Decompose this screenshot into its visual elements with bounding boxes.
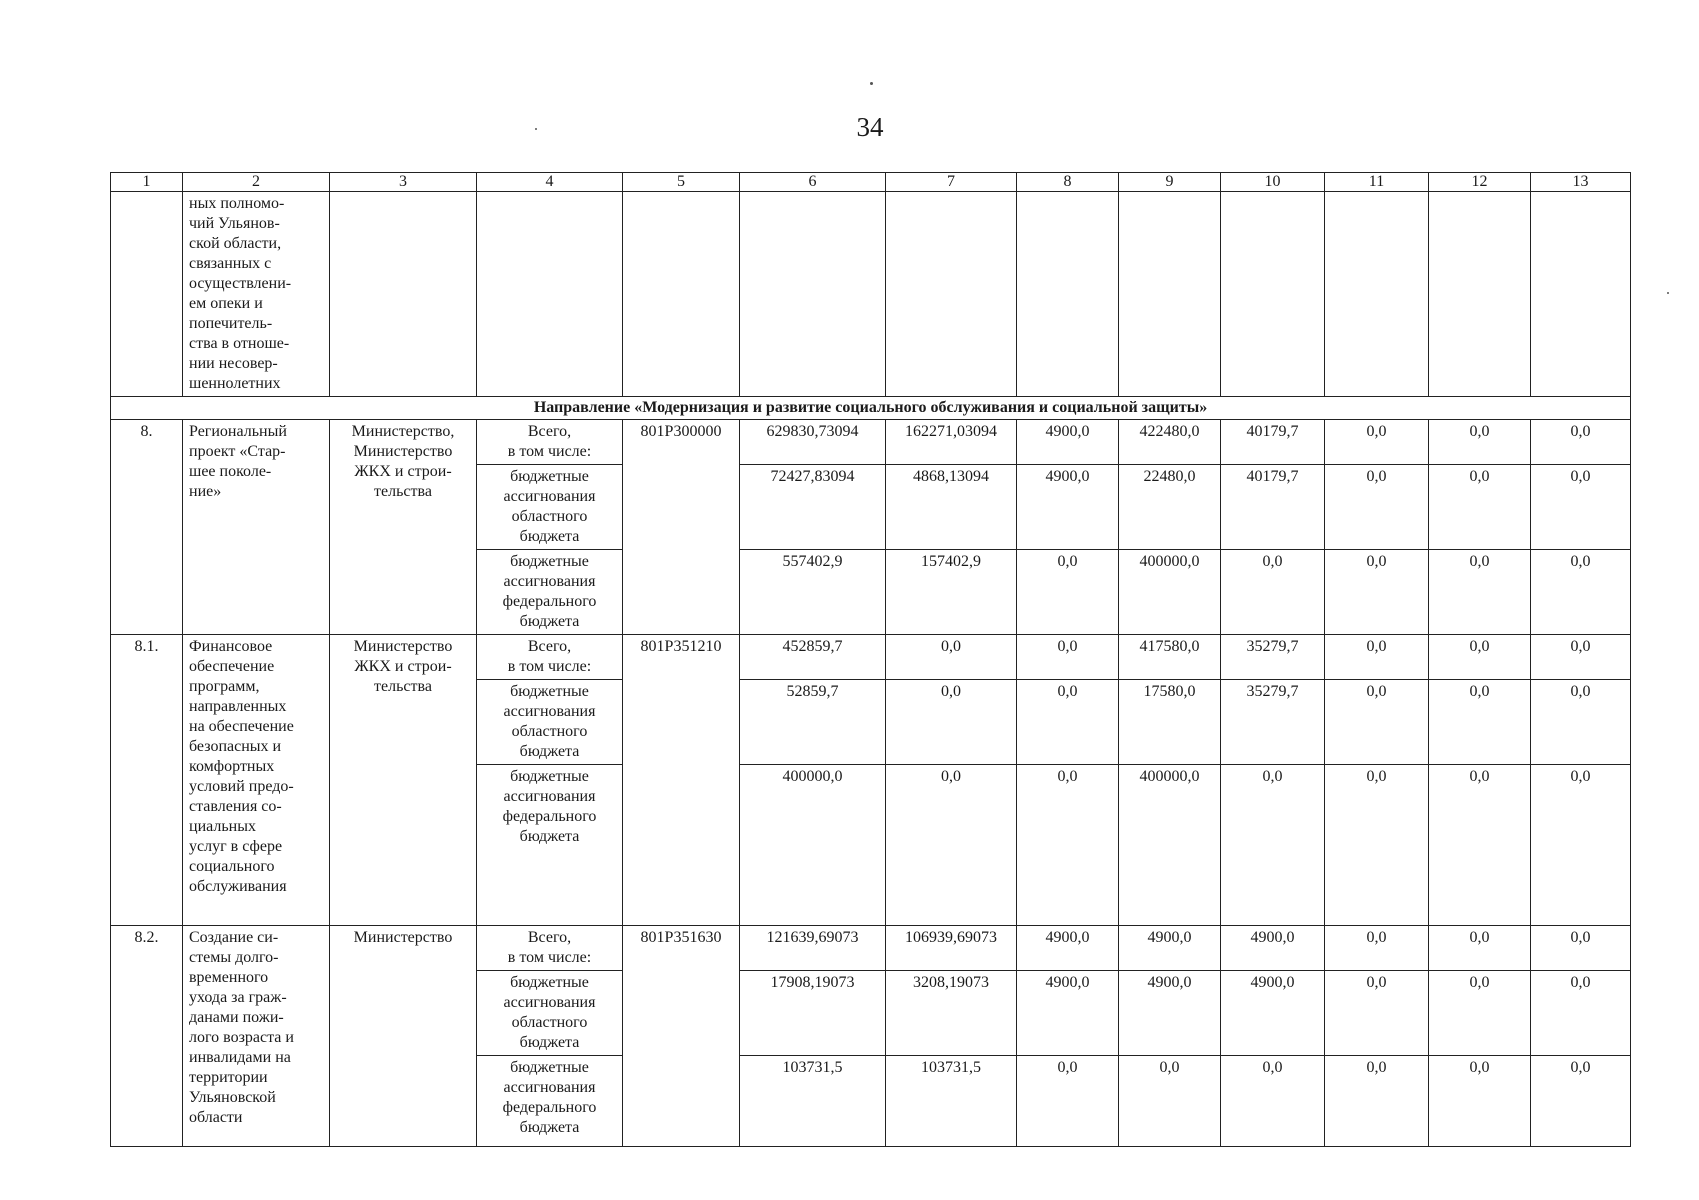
budget-code: 801Р351630 (623, 926, 740, 1147)
row-number: 8. (111, 420, 183, 635)
amount-cell: 72427,83094 (740, 465, 886, 550)
row-name (183, 926, 330, 1147)
amount-cell: 17580,0 (1119, 680, 1221, 765)
amount-cell: 40179,7 (1221, 465, 1325, 550)
empty-cell (1531, 192, 1631, 397)
text-line: ухода за граж- (189, 989, 287, 1006)
amount-cell: 0,0 (1531, 926, 1631, 971)
column-number-cell: 4 (477, 173, 623, 192)
text-line: федерального (502, 808, 597, 825)
amount-cell: 35279,7 (1221, 680, 1325, 765)
amount-cell: 400000,0 (1119, 550, 1221, 635)
amount-cell: 557402,9 (740, 550, 886, 635)
text-line: бюджетные (510, 768, 589, 785)
text-line: ассигнования (503, 488, 596, 505)
column-number-cell: 7 (886, 173, 1017, 192)
text-line: ства в отноше- (189, 335, 290, 352)
amount-cell: 0,0 (1429, 680, 1531, 765)
empty-cell (1017, 192, 1119, 397)
text-line: социального (189, 858, 275, 875)
empty-cell (740, 192, 886, 397)
amount-cell: 4900,0 (1119, 926, 1221, 971)
text-line: обеспечение (189, 658, 275, 675)
text-line: территории (189, 1069, 268, 1086)
amount-cell: 17908,19073 (740, 971, 886, 1056)
amount-cell: 0,0 (1429, 465, 1531, 550)
amount-cell: 0,0 (886, 765, 1017, 926)
empty-cell (111, 192, 183, 397)
text-line: данами пожи- (189, 1009, 284, 1026)
text-line: ЖКХ и строи- (354, 463, 452, 480)
text-line: ской области, (189, 235, 282, 252)
empty-cell (1325, 192, 1429, 397)
text-line: условий предо- (189, 778, 294, 795)
text-line: в том числе: (507, 443, 592, 460)
text-line: ассигнования (503, 703, 596, 720)
text-line: ассигнования (503, 788, 596, 805)
column-number-cell: 2 (183, 173, 330, 192)
amount-cell: 0,0 (1429, 926, 1531, 971)
amount-cell: 0,0 (1531, 971, 1631, 1056)
amount-cell: 0,0 (1017, 765, 1119, 926)
amount-cell: 0,0 (1429, 635, 1531, 680)
amount-cell: 0,0 (1531, 465, 1631, 550)
text-line: в том числе: (507, 658, 592, 675)
text-line: в том числе: (507, 949, 592, 966)
amount-cell: 0,0 (1325, 971, 1429, 1056)
continuation-name-cell (183, 192, 330, 397)
budget-code: 801Р300000 (623, 420, 740, 635)
row-executor (330, 420, 477, 635)
text-line: ЖКХ и строи- (354, 658, 452, 675)
text-line: ассигнования (503, 1079, 596, 1096)
funding-source-label (477, 926, 623, 971)
amount-cell: 106939,69073 (886, 926, 1017, 971)
amount-cell: 4900,0 (1017, 971, 1119, 1056)
funding-source-label (477, 420, 623, 465)
text-line: инвалидами на (189, 1049, 291, 1066)
text-line: услуг в сфере (189, 838, 283, 855)
text-line: области (189, 1109, 243, 1126)
text-line: бюджета (519, 528, 580, 545)
page-number: 34 (856, 112, 884, 142)
amount-cell: 0,0 (1017, 550, 1119, 635)
text-line: Создание си- (189, 929, 279, 946)
funding-source-label (477, 465, 623, 550)
amount-cell: 0,0 (1531, 550, 1631, 635)
amount-cell: 0,0 (1017, 1056, 1119, 1147)
amount-cell: 0,0 (1325, 680, 1429, 765)
text-line: попечитель- (189, 315, 273, 332)
text-line: Министерство (353, 443, 453, 460)
amount-cell: 400000,0 (1119, 765, 1221, 926)
text-line: ных полномо- (189, 195, 285, 212)
amount-cell: 0,0 (1429, 1056, 1531, 1147)
amount-cell: 4900,0 (1119, 971, 1221, 1056)
scan-speck (1667, 292, 1669, 294)
text-line: областного (511, 508, 588, 525)
amount-cell: 4900,0 (1221, 926, 1325, 971)
empty-cell (1221, 192, 1325, 397)
text-line: бюджетные (510, 1059, 589, 1076)
amount-cell: 0,0 (1221, 765, 1325, 926)
amount-cell: 0,0 (1429, 765, 1531, 926)
amount-cell: 0,0 (1221, 1056, 1325, 1147)
row-number: 8.1. (111, 635, 183, 926)
text-line: Министерство, (351, 423, 455, 440)
amount-cell: 4900,0 (1221, 971, 1325, 1056)
section-title: Направление «Модернизация и развитие социального обслуживания и социальной защиты» (111, 397, 1631, 420)
column-number-cell: 12 (1429, 173, 1531, 192)
budget-code: 801Р351210 (623, 635, 740, 926)
amount-cell: 417580,0 (1119, 635, 1221, 680)
funding-source-label (477, 971, 623, 1056)
amount-cell: 0,0 (1531, 680, 1631, 765)
amount-cell: 0,0 (1325, 635, 1429, 680)
amount-cell: 0,0 (1531, 635, 1631, 680)
text-line: Финансовое (189, 638, 273, 655)
amount-cell: 0,0 (1429, 971, 1531, 1056)
amount-cell: 3208,19073 (886, 971, 1017, 1056)
amount-cell: 52859,7 (740, 680, 886, 765)
amount-cell: 103731,5 (886, 1056, 1017, 1147)
amount-cell: 0,0 (1429, 420, 1531, 465)
funding-source-label (477, 635, 623, 680)
amount-cell: 0,0 (1017, 635, 1119, 680)
text-line: безопасных и (189, 738, 282, 755)
text-line: направленных (189, 698, 287, 715)
text-line: тельства (374, 483, 432, 500)
empty-cell (886, 192, 1017, 397)
amount-cell: 4868,13094 (886, 465, 1017, 550)
amount-cell: 35279,7 (1221, 635, 1325, 680)
text-line: Министерство (353, 929, 453, 946)
section-row (111, 397, 1631, 420)
row-number: 8.2. (111, 926, 183, 1147)
text-line: ние» (189, 483, 222, 500)
amount-cell: 22480,0 (1119, 465, 1221, 550)
amount-cell: 0,0 (1325, 550, 1429, 635)
column-number-cell: 9 (1119, 173, 1221, 192)
text-line: Региональный (189, 423, 287, 440)
empty-cell (477, 192, 623, 397)
amount-cell: 4900,0 (1017, 926, 1119, 971)
scan-speck (870, 82, 873, 85)
text-line: бюджета (519, 743, 580, 760)
text-line: бюджетные (510, 468, 589, 485)
text-line: нии несовер- (189, 355, 278, 372)
text-line: обслуживания (189, 878, 287, 895)
amount-cell: 0,0 (1325, 420, 1429, 465)
continuation-row (111, 192, 1631, 397)
table-row (111, 926, 1631, 971)
text-line: бюджетные (510, 553, 589, 570)
text-line: бюджетные (510, 683, 589, 700)
amount-cell: 0,0 (1017, 680, 1119, 765)
column-number-cell: 6 (740, 173, 886, 192)
text-line: ставления со- (189, 798, 282, 815)
amount-cell: 4900,0 (1017, 420, 1119, 465)
text-line: областного (511, 1014, 588, 1031)
text-line: бюджета (519, 613, 580, 630)
budget-table (110, 172, 1631, 1147)
text-line: комфортных (189, 758, 275, 775)
amount-cell: 0,0 (1325, 926, 1429, 971)
text-line: Всего, (527, 638, 572, 655)
empty-cell (1119, 192, 1221, 397)
text-line: шеннолетних (189, 375, 281, 392)
amount-cell: 40179,7 (1221, 420, 1325, 465)
funding-source-label (477, 765, 623, 926)
amount-cell: 422480,0 (1119, 420, 1221, 465)
text-line: временного (189, 969, 269, 986)
row-executor (330, 635, 477, 926)
table-row (111, 420, 1631, 465)
funding-source-label (477, 680, 623, 765)
amount-cell: 0,0 (1531, 765, 1631, 926)
amount-cell: 4900,0 (1017, 465, 1119, 550)
amount-cell: 157402,9 (886, 550, 1017, 635)
text-line: Всего, (527, 929, 572, 946)
text-line: проект «Стар- (189, 443, 286, 460)
text-line: ассигнования (503, 994, 596, 1011)
text-line: бюджета (519, 1034, 580, 1051)
amount-cell: 0,0 (886, 635, 1017, 680)
text-line: областного (511, 723, 588, 740)
amount-cell: 400000,0 (740, 765, 886, 926)
row-name (183, 420, 330, 635)
scan-speck (535, 128, 537, 130)
text-line: бюджетные (510, 974, 589, 991)
amount-cell: 0,0 (1531, 1056, 1631, 1147)
column-number-cell: 8 (1017, 173, 1119, 192)
column-number-cell: 13 (1531, 173, 1631, 192)
empty-cell (623, 192, 740, 397)
text-line: тельства (374, 678, 432, 695)
text-line: чий Ульянов- (189, 215, 280, 232)
amount-cell: 0,0 (886, 680, 1017, 765)
amount-cell: 0,0 (1325, 1056, 1429, 1147)
text-line: бюджета (519, 828, 580, 845)
text-line: Ульяновской (189, 1089, 276, 1106)
amount-cell: 629830,73094 (740, 420, 886, 465)
text-line: программ, (189, 678, 260, 695)
column-number-cell: 11 (1325, 173, 1429, 192)
text-line: связанных с (189, 255, 272, 272)
amount-cell: 0,0 (1325, 465, 1429, 550)
row-executor (330, 926, 477, 1147)
text-line: бюджета (519, 1119, 580, 1136)
funding-source-label (477, 550, 623, 635)
column-number-cell: 1 (111, 173, 183, 192)
text-line: лого возраста и (189, 1029, 294, 1046)
text-line: Всего, (527, 423, 572, 440)
table-row (111, 635, 1631, 680)
text-line: стемы долго- (189, 949, 279, 966)
text-line: Министерство (353, 638, 453, 655)
text-line: шее поколе- (189, 463, 272, 480)
amount-cell: 0,0 (1221, 550, 1325, 635)
column-number-cell: 10 (1221, 173, 1325, 192)
amount-cell: 0,0 (1119, 1056, 1221, 1147)
empty-cell (330, 192, 477, 397)
text-line: федерального (502, 593, 597, 610)
amount-cell: 0,0 (1531, 420, 1631, 465)
row-name (183, 635, 330, 926)
amount-cell: 103731,5 (740, 1056, 886, 1147)
amount-cell: 0,0 (1429, 550, 1531, 635)
text-line: осуществлени- (189, 275, 292, 292)
amount-cell: 452859,7 (740, 635, 886, 680)
column-number-row (111, 173, 1631, 192)
amount-cell: 0,0 (1325, 765, 1429, 926)
column-number-cell: 5 (623, 173, 740, 192)
funding-source-label (477, 1056, 623, 1147)
amount-cell: 162271,03094 (886, 420, 1017, 465)
amount-cell: 121639,69073 (740, 926, 886, 971)
text-line: федерального (502, 1099, 597, 1116)
text-line: циальных (189, 818, 256, 835)
text-line: на обеспечение (189, 718, 294, 735)
text-line: ассигнования (503, 573, 596, 590)
column-number-cell: 3 (330, 173, 477, 192)
empty-cell (1429, 192, 1531, 397)
text-line: ем опеки и (189, 295, 263, 312)
